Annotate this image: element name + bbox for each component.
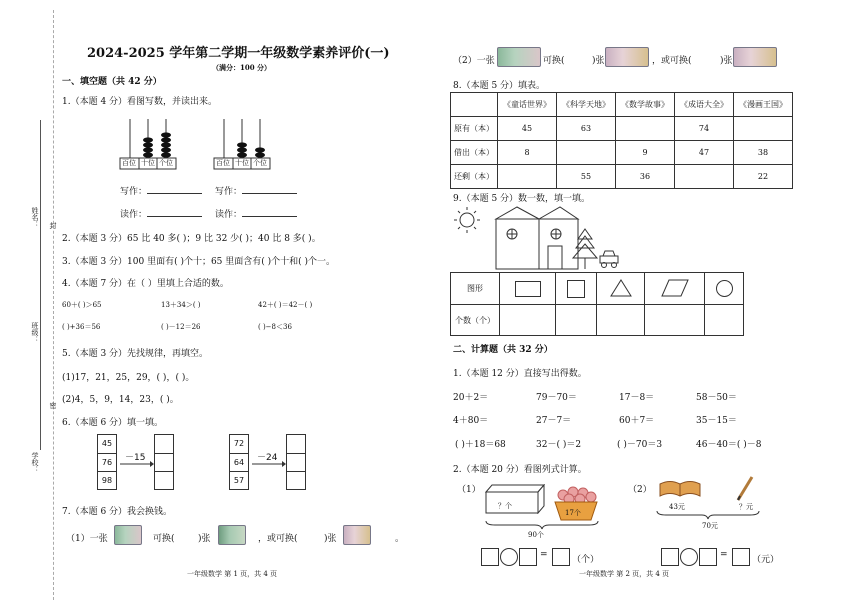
equals-sign: =	[540, 550, 548, 560]
abacus-right-label-hundreds: 百位	[216, 159, 230, 167]
table-header-cell	[451, 93, 498, 117]
answer-blank[interactable]	[147, 193, 202, 194]
section2-heading: 二、计算题（共 32 分）	[453, 345, 553, 355]
page-title: 2024-2025 学年第二学期一年级数学素养评价(一)	[87, 46, 390, 61]
count-cell[interactable]	[596, 305, 644, 336]
banknote-10-icon	[605, 47, 649, 67]
q4-item-4: ( )+36＝56	[62, 323, 101, 331]
basket-label: 17个	[565, 509, 581, 517]
rectangle-icon	[500, 273, 556, 305]
unit-label: （个）	[572, 555, 600, 565]
calc-item: 35－15＝	[696, 416, 737, 426]
table-header-cell: 《漫画王国》	[734, 93, 793, 117]
table-header-cell: 《童话世界》	[498, 93, 557, 117]
calc-item: 4＋80＝	[453, 416, 489, 426]
q1-read-right	[215, 207, 297, 220]
books-table	[450, 92, 793, 189]
calc-item: 58－50＝	[696, 393, 737, 403]
table-cell[interactable]: 55	[557, 165, 616, 189]
table-header-cell: 《科学天地》	[557, 93, 616, 117]
gift-box-picture	[485, 484, 545, 514]
equation-box[interactable]	[552, 548, 570, 566]
house-scene-picture	[450, 204, 630, 274]
table-cell[interactable]: 38	[734, 141, 793, 165]
count-cell[interactable]	[645, 305, 705, 336]
binding-line	[40, 120, 41, 450]
q6-right-op: －24	[257, 453, 278, 463]
name-label: 姓名：	[31, 207, 39, 228]
table-cell[interactable]: 22	[734, 165, 793, 189]
table-header-cell: 《数学故事》	[616, 93, 675, 117]
write-label: 写作：	[120, 187, 148, 197]
row-label: 图形	[451, 273, 500, 305]
row-label: 还剩（本）	[451, 165, 498, 189]
class-label: 班级：	[31, 322, 39, 343]
q4-prompt: 4.（本题 7 分）在（ ）里填上合适的数。	[62, 279, 229, 289]
q7-line2-b: 可换(	[543, 56, 565, 66]
number-cell: 72	[230, 435, 248, 454]
arrow-right-icon	[120, 460, 154, 468]
q7-line1-a: （1）一张	[66, 534, 108, 544]
calc-item: ( )＋18＝68	[455, 440, 506, 450]
table-cell[interactable]: 47	[675, 141, 734, 165]
table-cell[interactable]	[675, 165, 734, 189]
abacus-left-label-ones: 个位	[159, 159, 173, 167]
q6-right-numbers	[229, 434, 249, 490]
calc-item: ( )－70＝3	[617, 440, 663, 450]
equals-sign: =	[720, 550, 728, 560]
count-cell[interactable]	[500, 305, 556, 336]
count-cell[interactable]	[705, 305, 744, 336]
shape-row	[451, 273, 744, 305]
c1-prompt: 1.（本题 12 分）直接写出得数。	[453, 369, 587, 379]
table-header-row	[451, 93, 793, 117]
unit-label: （元）	[752, 555, 780, 565]
score-note: （满分：100 分）	[212, 63, 272, 72]
calc-item: 79－70＝	[536, 393, 577, 403]
equation-box[interactable]	[732, 548, 750, 566]
banknote-100-icon	[497, 47, 541, 67]
number-cell: 64	[230, 454, 248, 472]
calc-item: 46－40＝( )－8	[696, 440, 762, 450]
write-label: 写作：	[215, 187, 243, 197]
abacus-right-label-ones: 个位	[253, 159, 267, 167]
q8-prompt: 8.（本题 5 分）填表。	[453, 81, 546, 91]
q4-item-3: 42＋( )＝42－( )	[258, 301, 313, 309]
square-icon	[556, 273, 597, 305]
q4-item-6: ( )−8＜36	[258, 323, 292, 331]
banknote-50-icon	[218, 525, 246, 545]
q7-prompt: 7.（本题 6 分）我会换钱。	[62, 507, 173, 517]
q7-line1-b: 可换(	[153, 534, 175, 544]
row-label: 个数（个）	[451, 305, 500, 336]
q5-line1: (1)17，21，25，29，( )，( )。	[62, 373, 195, 383]
table-cell[interactable]: 8	[498, 141, 557, 165]
number-cell: 98	[101, 476, 113, 485]
table-cell[interactable]: 74	[675, 117, 734, 141]
c2-prompt: 2.（本题 20 分）看图列式计算。	[453, 465, 587, 475]
total-label: 90个	[528, 531, 544, 539]
q1-write-left	[120, 184, 202, 197]
q6-left-op: －15	[125, 453, 146, 463]
calc-item: 20＋2＝	[453, 393, 489, 403]
parallelogram-icon	[645, 273, 705, 305]
equation-box[interactable]	[481, 548, 499, 566]
count-row	[451, 305, 744, 336]
book-picture	[658, 478, 702, 500]
number-cell: 76	[98, 454, 116, 472]
q6-right-answers[interactable]	[286, 434, 306, 490]
calc-item: 32－( )＝2	[536, 440, 582, 450]
row-label: 借出（本）	[451, 141, 498, 165]
table-row	[451, 141, 793, 165]
equation-box[interactable]	[519, 548, 537, 566]
q1-read-left	[120, 207, 202, 220]
number-cell: 45	[98, 435, 116, 454]
q6-prompt: 6.（本题 6 分）填一填。	[62, 418, 164, 428]
table-row	[451, 117, 793, 141]
q9-prompt: 9.（本题 5 分）数一数，填一填。	[453, 194, 591, 204]
q2-text: 2.（本题 3 分）65 比 40 多( )；9 比 32 少( )；40 比 8 多( )。	[62, 234, 321, 244]
q4-item-1: 60＋( )＞65	[62, 301, 102, 309]
q7-line1-d: ，或可换(	[258, 534, 298, 544]
abacus-left-label-hundreds: 百位	[122, 159, 136, 167]
arrow-right-icon	[252, 460, 286, 468]
table-cell[interactable]: 36	[616, 165, 675, 189]
q7-line1-f: 。	[395, 534, 405, 544]
banknote-5-icon	[733, 47, 777, 67]
table-cell[interactable]	[557, 141, 616, 165]
table-header-cell: 《成语大全》	[675, 93, 734, 117]
equation-box[interactable]	[661, 548, 679, 566]
banknote-20-icon	[343, 525, 371, 545]
circle-icon	[705, 273, 744, 305]
school-label: 学校：	[31, 452, 39, 473]
count-cell[interactable]	[556, 305, 597, 336]
answer-blank[interactable]	[242, 216, 297, 217]
calc-item: 60＋7＝	[619, 416, 655, 426]
total-label: 70元	[702, 522, 718, 530]
cut-line	[53, 10, 54, 600]
book-price-label: 43元	[669, 503, 685, 511]
number-cell: 57	[233, 476, 245, 485]
q1-write-right	[215, 184, 297, 197]
abacus-right-label-tens: 十位	[235, 159, 249, 167]
calc-item: 17－8＝	[619, 393, 655, 403]
pen-picture	[735, 474, 755, 502]
c2-part1-label: （1）	[457, 485, 481, 495]
equation-box[interactable]	[699, 548, 717, 566]
footer-right: 一年级数学 第 2 页，共 4 页	[579, 570, 670, 578]
brace-icon	[656, 510, 760, 520]
box-label: ？个	[498, 502, 512, 510]
table-cell[interactable]: 45	[498, 117, 557, 141]
operator-circle[interactable]	[680, 548, 698, 566]
triangle-icon	[596, 273, 644, 305]
table-cell[interactable]	[734, 117, 793, 141]
q4-item-5: ( )－12＝26	[161, 323, 201, 331]
q3-text: 3.（本题 3 分）100 里面有( )个十；65 里面含有( )个十和( )个一。	[62, 257, 336, 267]
calc-item: 27－7＝	[536, 416, 572, 426]
operator-circle[interactable]	[500, 548, 518, 566]
section1-heading: 一、填空题（共 42 分）	[62, 77, 162, 87]
q7-line2-c: )张	[592, 56, 605, 66]
table-cell[interactable]	[616, 117, 675, 141]
table-cell[interactable]: 9	[616, 141, 675, 165]
q7-line2-d: ，或可换(	[652, 56, 692, 66]
q7-line2-a: （2）一张	[453, 56, 495, 66]
q1-prompt: 1.（本题 4 分）看图写数，并读出来。	[62, 97, 218, 107]
read-label: 读作：	[120, 210, 148, 220]
table-cell[interactable]	[498, 165, 557, 189]
shapes-table	[450, 272, 744, 336]
q7-line2-e: )张	[720, 56, 733, 66]
seal-char-2: 密	[49, 402, 57, 409]
q7-line1-e: )张	[324, 534, 337, 544]
q5-line2: (2)4，5，9，14，23，( )。	[62, 395, 179, 405]
q6-left-numbers	[97, 434, 117, 490]
table-cell[interactable]: 63	[557, 117, 616, 141]
table-row	[451, 165, 793, 189]
q4-item-2: 13＋34＞( )	[161, 301, 201, 309]
c2-part2-label: （2）	[628, 485, 652, 495]
banknote-100-icon	[114, 525, 142, 545]
read-label: 读作：	[215, 210, 243, 220]
brace-icon	[485, 520, 599, 530]
answer-blank[interactable]	[147, 216, 202, 217]
pen-price-label: ？元	[739, 503, 753, 511]
footer-left: 一年级数学 第 1 页，共 4 页	[187, 570, 278, 578]
abacus-left-label-tens: 十位	[141, 159, 155, 167]
q5-prompt: 5.（本题 3 分）先找规律，再填空。	[62, 349, 209, 359]
q7-line1-c: )张	[198, 534, 211, 544]
seal-char-1: 封	[49, 222, 57, 229]
row-label: 原有（本）	[451, 117, 498, 141]
q6-left-answers[interactable]	[154, 434, 174, 490]
answer-blank[interactable]	[242, 193, 297, 194]
